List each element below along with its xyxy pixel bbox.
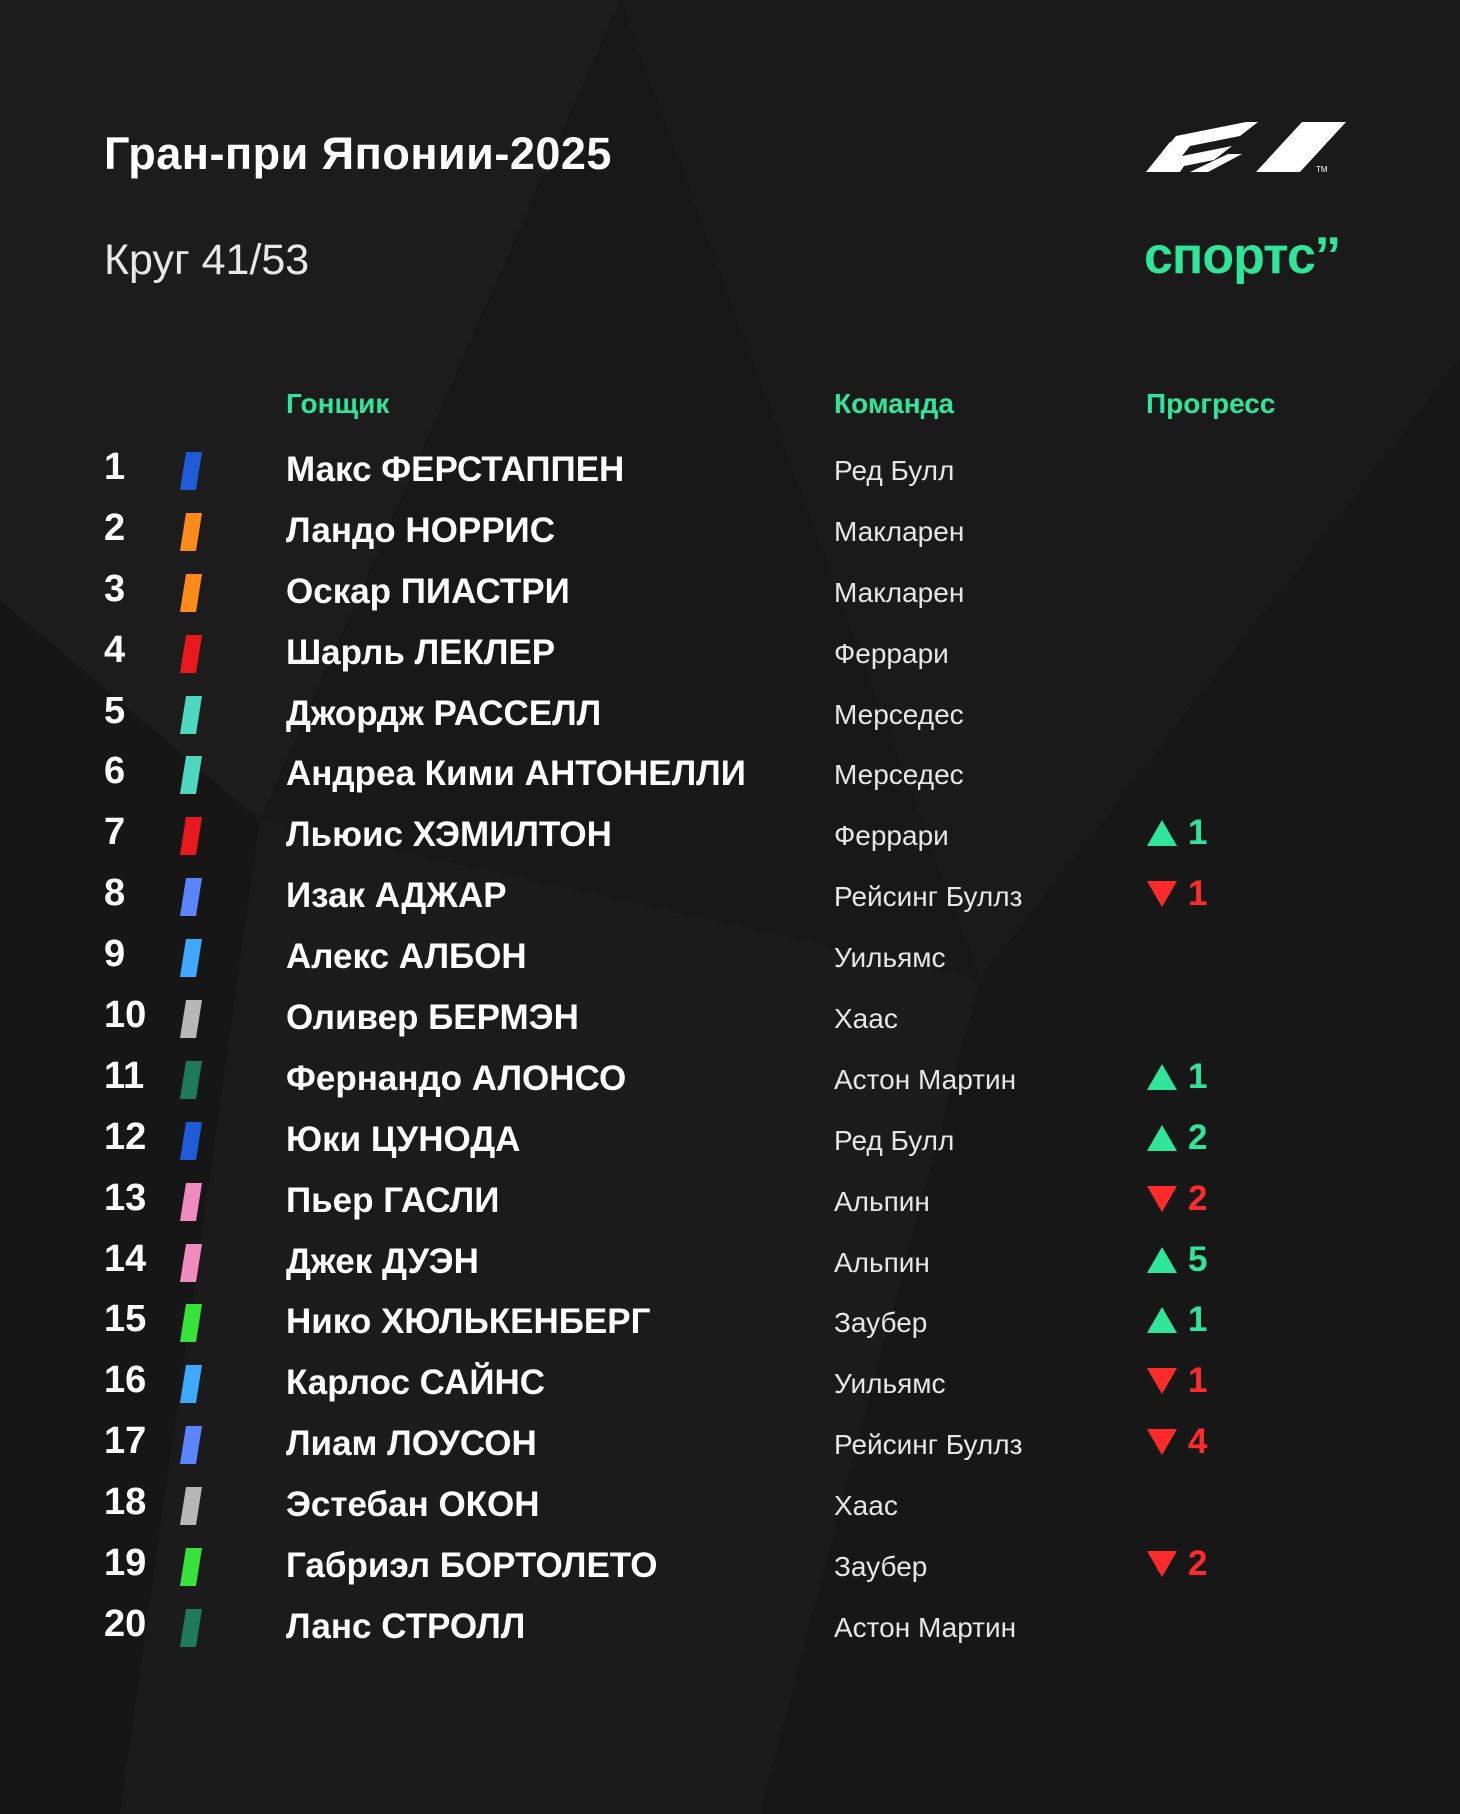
position-change bbox=[1146, 1118, 1207, 1158]
team-name: Заубер bbox=[834, 1551, 928, 1583]
driver-name: Карлос САЙНС bbox=[286, 1363, 546, 1403]
table-row bbox=[0, 866, 1460, 927]
svg-text:TM: TM bbox=[1316, 165, 1328, 174]
team-color-marker bbox=[180, 1304, 202, 1342]
table-row bbox=[0, 1049, 1460, 1110]
team-color-marker bbox=[180, 1548, 202, 1586]
table-row bbox=[0, 1414, 1460, 1475]
table-row bbox=[0, 1536, 1460, 1597]
team-color-marker bbox=[180, 1183, 202, 1221]
team-name: Альпин bbox=[834, 1246, 930, 1278]
column-header-progress: Прогресс bbox=[1146, 388, 1276, 419]
position-change-value: 1 bbox=[1188, 1056, 1208, 1096]
table-row bbox=[0, 1353, 1460, 1414]
position-number: 12 bbox=[104, 1115, 147, 1158]
team-name: Уильямс bbox=[834, 942, 946, 974]
position-number: 1 bbox=[104, 446, 126, 488]
position-change bbox=[1146, 1422, 1207, 1462]
team-name: Хаас bbox=[834, 1490, 898, 1522]
position-number: 15 bbox=[104, 1298, 147, 1341]
table-row bbox=[0, 1597, 1460, 1658]
position-change bbox=[1146, 1057, 1207, 1097]
position-number: 18 bbox=[104, 1481, 147, 1524]
team-color-marker bbox=[180, 1365, 202, 1403]
team-color-marker bbox=[180, 1426, 202, 1464]
table-row bbox=[0, 988, 1460, 1049]
team-color-marker bbox=[180, 1609, 202, 1647]
position-number: 20 bbox=[104, 1602, 147, 1645]
table-row bbox=[0, 501, 1460, 562]
position-number: 3 bbox=[104, 567, 126, 610]
position-number: 7 bbox=[104, 811, 126, 854]
team-name: Альпин bbox=[834, 1185, 930, 1217]
driver-name: Алекс АЛБОН bbox=[286, 937, 527, 977]
position-number: 2 bbox=[104, 506, 126, 549]
team-name: Ред Булл bbox=[834, 1124, 955, 1156]
arrow-up-icon bbox=[1146, 1062, 1178, 1092]
page-title: Гран-при Японии-2025 bbox=[104, 128, 612, 179]
position-number: 16 bbox=[104, 1359, 147, 1402]
position-change bbox=[1146, 1179, 1207, 1219]
table-row bbox=[0, 927, 1460, 988]
table-row bbox=[0, 744, 1460, 805]
position-number: 11 bbox=[104, 1054, 145, 1097]
position-change bbox=[1146, 1361, 1207, 1401]
team-color-marker bbox=[180, 513, 202, 551]
driver-name: Фернандо АЛОНСО bbox=[286, 1058, 627, 1098]
arrow-up-icon bbox=[1146, 1245, 1178, 1275]
team-color-marker bbox=[180, 878, 202, 916]
team-color-marker bbox=[180, 1244, 202, 1282]
team-color-marker bbox=[180, 1000, 202, 1038]
team-name: Макларен bbox=[834, 515, 965, 547]
position-number: 17 bbox=[104, 1420, 147, 1463]
arrow-up-icon bbox=[1146, 1123, 1178, 1153]
table-row bbox=[0, 1110, 1460, 1171]
team-color-marker bbox=[180, 574, 202, 612]
driver-name: Шарль ЛЕКЛЕР bbox=[286, 632, 556, 672]
arrow-down-icon bbox=[1146, 1549, 1178, 1579]
position-number: 10 bbox=[104, 994, 147, 1037]
position-change-value: 1 bbox=[1188, 813, 1208, 853]
column-header-driver: Гонщик bbox=[286, 388, 390, 419]
position-change bbox=[1146, 813, 1207, 853]
brand-logo: спортс’’ bbox=[1144, 227, 1340, 285]
lap-counter: Круг 41/53 bbox=[104, 236, 310, 284]
position-number: 9 bbox=[104, 933, 126, 976]
table-row bbox=[0, 1475, 1460, 1536]
standings-table bbox=[0, 440, 1460, 1658]
position-change-value: 4 bbox=[1188, 1422, 1208, 1462]
team-name: Феррари bbox=[834, 820, 949, 852]
table-row bbox=[0, 684, 1460, 745]
team-color-marker bbox=[180, 1487, 202, 1525]
arrow-down-icon bbox=[1146, 1366, 1178, 1396]
table-row bbox=[0, 1292, 1460, 1353]
arrow-up-icon bbox=[1146, 1305, 1178, 1335]
position-change bbox=[1146, 1300, 1207, 1340]
team-color-marker bbox=[180, 1122, 202, 1160]
team-name: Хаас bbox=[834, 1003, 898, 1035]
column-header-team: Команда bbox=[834, 388, 954, 419]
table-row bbox=[0, 440, 1460, 501]
table-row bbox=[0, 805, 1460, 866]
position-number: 5 bbox=[104, 689, 126, 732]
position-change-value: 1 bbox=[1188, 1361, 1208, 1401]
arrow-down-icon bbox=[1146, 879, 1178, 909]
table-row bbox=[0, 562, 1460, 623]
position-number: 8 bbox=[104, 872, 126, 915]
position-number: 19 bbox=[104, 1542, 147, 1585]
table-row bbox=[0, 623, 1460, 684]
arrow-down-icon bbox=[1146, 1184, 1178, 1214]
team-name: Астон Мартин bbox=[834, 1063, 1017, 1095]
driver-name: Изак АДЖАР bbox=[286, 876, 507, 916]
position-change bbox=[1146, 1544, 1207, 1584]
arrow-down-icon bbox=[1146, 1427, 1178, 1457]
driver-name: Макс ФЕРСТАППЕН bbox=[286, 450, 625, 489]
driver-name: Оскар ПИАСТРИ bbox=[286, 571, 570, 611]
team-name: Феррари bbox=[834, 637, 949, 669]
team-name: Рейсинг Буллз bbox=[834, 881, 1023, 913]
position-change-value: 1 bbox=[1188, 1300, 1208, 1340]
position-change bbox=[1146, 1240, 1207, 1280]
driver-name: Ланс СТРОЛЛ bbox=[286, 1606, 526, 1646]
position-number: 6 bbox=[104, 750, 126, 793]
team-color-marker bbox=[180, 756, 202, 794]
driver-name: Юки ЦУНОДА bbox=[286, 1119, 521, 1159]
driver-name: Льюис ХЭМИЛТОН bbox=[286, 815, 612, 855]
f1-logo bbox=[1146, 116, 1356, 174]
team-color-marker bbox=[180, 817, 202, 855]
arrow-up-icon bbox=[1146, 818, 1178, 848]
driver-name: Андреа Кими АНТОНЕЛЛИ bbox=[286, 754, 746, 794]
team-name: Уильямс bbox=[834, 1368, 946, 1400]
driver-name: Оливер БЕРМЭН bbox=[286, 998, 579, 1038]
position-number: 4 bbox=[104, 628, 126, 671]
team-color-marker bbox=[180, 1061, 202, 1099]
position-change-value: 1 bbox=[1188, 874, 1208, 914]
driver-name: Нико ХЮЛЬКЕНБЕРГ bbox=[286, 1302, 651, 1342]
position-number: 14 bbox=[104, 1237, 147, 1280]
driver-name: Габриэл БОРТОЛЕТО bbox=[286, 1546, 658, 1586]
position-change-value: 2 bbox=[1188, 1178, 1208, 1218]
position-change bbox=[1146, 874, 1207, 914]
driver-name: Эстебан ОКОН bbox=[286, 1485, 540, 1525]
driver-name: Лиам ЛОУСОН bbox=[286, 1424, 537, 1464]
team-color-marker bbox=[180, 635, 202, 673]
position-change-value: 2 bbox=[1188, 1544, 1208, 1584]
table-row bbox=[0, 1171, 1460, 1232]
position-number: 13 bbox=[104, 1176, 147, 1219]
table-row bbox=[0, 1232, 1460, 1293]
driver-name: Джек ДУЭН bbox=[286, 1241, 479, 1281]
position-change-value: 2 bbox=[1188, 1117, 1208, 1157]
team-color-marker bbox=[180, 696, 202, 734]
team-name: Ред Булл bbox=[834, 455, 955, 486]
driver-name: Ландо НОРРИС bbox=[286, 510, 555, 550]
team-name: Астон Мартин bbox=[834, 1611, 1017, 1643]
team-color-marker bbox=[180, 452, 202, 490]
position-change-value: 5 bbox=[1188, 1239, 1208, 1279]
team-color-marker bbox=[180, 939, 202, 977]
team-name: Мерседес bbox=[834, 759, 964, 791]
team-name: Рейсинг Буллз bbox=[834, 1429, 1023, 1461]
team-name: Заубер bbox=[834, 1307, 928, 1339]
driver-name: Пьер ГАСЛИ bbox=[286, 1180, 500, 1220]
team-name: Макларен bbox=[834, 576, 965, 608]
driver-name: Джордж РАССЕЛЛ bbox=[286, 693, 602, 733]
team-name: Мерседес bbox=[834, 698, 964, 730]
